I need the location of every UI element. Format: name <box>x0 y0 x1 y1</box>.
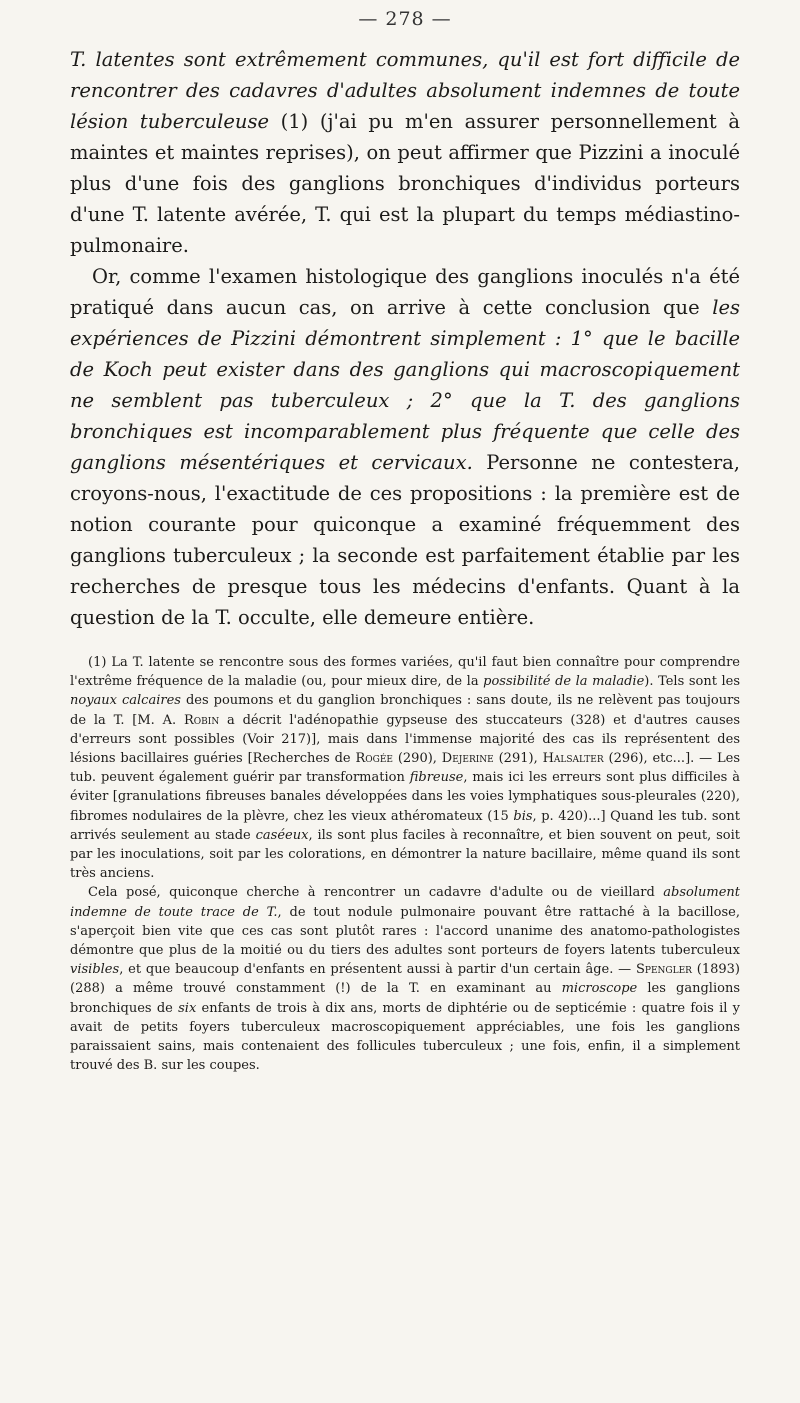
italic-run: six <box>178 1000 197 1016</box>
text-run: (1) (j'ai pu m'en assurer personnellement à maintes et maintes reprises), on peut affirmer que Pizzini a inoculé plus d'une fois des ganglions bronchiques d'individus porteurs d'une T. latente avérée, T. qui est la plupart du temps médiastino-pulmonaire. <box>70 110 741 257</box>
text-run: , p. 420)...] Quand les tub. sont arrivés seulement au stade <box>70 808 740 843</box>
author-name: Dejerine <box>441 751 494 767</box>
italic-run: les expériences de Pizzini démontrent simplement : 1° que le bacille de Koch peut exister dans des ganglions qui macroscopiquement ne semblent pas tuberculeux ; 2° que la T. des ganglions bronchiques est incomparablement plus fréquente que celle des ganglions mésentériques et cervicaux. <box>70 296 740 474</box>
author-name: Halsalter <box>542 751 604 767</box>
author-name: Spengler <box>636 962 692 978</box>
text-run: (1893) (288) a même trouvé constamment (!) de la T. en examinant au <box>70 962 740 997</box>
footnote-1-continued <box>70 883 740 1075</box>
italic-run: noyaux calcaires <box>70 693 181 709</box>
text-run: (296), etc...]. — Les tub. peuvent également guérir par transformation <box>70 751 740 786</box>
text-run: (291), <box>493 751 543 767</box>
text-run: enfants de trois à dix ans, morts de diphtérie ou de septicémie : quatre fois il y avait de petits foyers tuberculeux macroscopiquement appréciables, une fois les ganglions paraissaient sains, mais contenaient des follicules tuberculeux ; une fois, enfin, il a simplement trouvé des B. sur les coupes. <box>70 1000 740 1074</box>
italic-run: absolument indemne de toute trace de T. <box>70 885 740 920</box>
text-run: (290), <box>392 751 442 767</box>
italic-run: caséeux <box>255 827 309 843</box>
italic-run: possibilité de la maladie <box>483 674 645 690</box>
text-run: a décrit l'adénopathie gypseuse des stuccateurs (328) et d'autres causes d'erreurs sont possibles (Voir 217)], mais dans l'immense majorité des cas ils représentent des lésions bacillaires guéries [Recherches de <box>70 712 740 767</box>
page-number: — 278 — <box>358 8 452 30</box>
paragraph-1 <box>70 44 740 261</box>
text-run: , mais ici les erreurs sont plus difficiles à éviter [granulations fibreuses banales développées dans les voies lymphatiques sous-pleurales (220), fibromes nodulaires de la plèvre, chez les vieux athéromateux (15 <box>70 770 740 824</box>
footnotes <box>70 653 740 1075</box>
italic-run: visibles <box>70 962 120 978</box>
text-run: les ganglions bronchiques de <box>70 981 740 1016</box>
italic-run: microscope <box>561 981 638 997</box>
italic-run: bis <box>513 808 533 824</box>
footnote-1 <box>70 653 740 883</box>
text-run: Personne ne contestera, croyons-nous, l'exactitude de ces propositions : la première est de notion courante pour quiconque a examiné fréquemment des ganglions tuberculeux ; la seconde est parfaitement établie par les recherches de presque tous les médecins d'enfants. Quant à la question de la T. occulte, elle demeure entière. <box>70 451 740 629</box>
text-run: ). Tels sont les <box>644 674 741 690</box>
text-run: , de tout nodule pulmonaire pouvant être rattaché à la bacillose, s'aperçoit bien vite que ces cas sont plutôt rares : l'accord unanime des anatomo-pathologistes démontre que plus de la moitié ou du tiers des adultes sont porteurs de foyers latents tuberculeux <box>70 904 740 959</box>
text-run: des poumons et du ganglion bronchiques : sans doute, ils ne relèvent pas toujours de la T. [M. A. <box>70 693 741 728</box>
text-run: , ils sont plus faciles à reconnaître, et bien souvent on peut, soit par les inoculations, soit par les colorations, en démontrer la nature bacillaire, même quand ils sont très anciens. <box>70 827 740 882</box>
text-run: (1) La T. latente se rencontre sous des formes variées, qu'il faut bien connaître pour comprendre l'extrême fréquence de la maladie (ou, pour mieux dire, de la <box>70 655 740 690</box>
text-run: , et que beaucoup d'enfants en présentent aussi à partir d'un certain âge. — <box>119 962 637 978</box>
text-run: Or, comme l'examen histologique des ganglions inoculés n'a été pratiqué dans aucun cas, on arrive à cette conclusion que <box>70 265 740 319</box>
author-name: Rogée <box>355 751 393 767</box>
author-name: Robin <box>183 712 220 728</box>
paragraph-2 <box>70 261 740 633</box>
italic-run: fibreuse <box>409 770 464 786</box>
text-run: Cela posé, quiconque cherche à rencontrer un cadavre d'adulte ou de vieillard <box>88 885 664 901</box>
main-text <box>70 44 740 633</box>
italic-run: T. latentes sont extrêmement communes, qu'il est fort difficile de rencontrer des cadavres d'adultes absolument indemnes de toute lésion tuberculeuse <box>70 48 740 133</box>
